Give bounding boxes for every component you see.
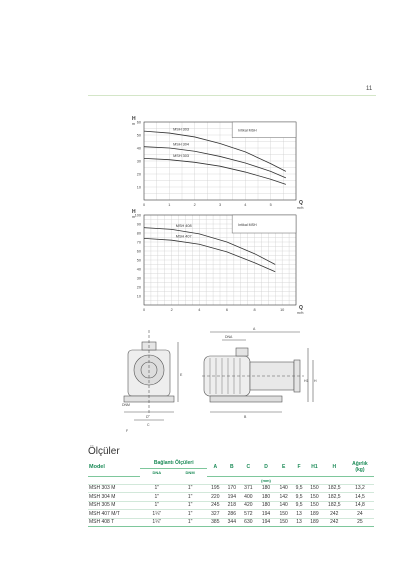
table-cell: 286 bbox=[224, 510, 241, 519]
chart-0-x-tick-label: 2 bbox=[193, 203, 196, 207]
table-cell: 13 bbox=[292, 510, 306, 519]
chart-0-legend-label: Intikal MSH bbox=[238, 128, 257, 133]
chart-1-y-tick-label: 40 bbox=[136, 267, 141, 272]
header-dna: DNA bbox=[152, 470, 162, 475]
table-cell: 572 bbox=[240, 510, 257, 519]
header-a: A bbox=[207, 458, 224, 476]
table-cell: 140 bbox=[275, 484, 292, 493]
table-cell-model: MSH 408 T bbox=[88, 518, 140, 527]
drawing-label-dnm: DNM bbox=[122, 403, 130, 407]
chart-0-x-tick-label: 3 bbox=[218, 203, 222, 207]
chart-1-x-tick-label: 10 bbox=[280, 308, 285, 312]
chart-1-legend-label: Intikal MSH bbox=[238, 222, 257, 227]
table-cell: 13 bbox=[292, 518, 306, 527]
chart-0-y-tick-label: 10 bbox=[136, 185, 141, 190]
table-cell: 385 bbox=[207, 518, 224, 527]
chart-0-series-1-label: MSH 304 bbox=[173, 142, 189, 147]
table-cell: 220 bbox=[207, 493, 224, 502]
header-mm-unit: (mm) bbox=[261, 477, 271, 483]
table-cell: 1" bbox=[140, 501, 173, 510]
table-cell: 189 bbox=[306, 510, 323, 519]
drawing-label-b: B bbox=[244, 415, 247, 419]
table-cell: 9,5 bbox=[292, 484, 306, 493]
table-cell: 194 bbox=[257, 510, 276, 519]
table-cell-model: MSH 303 M bbox=[88, 484, 140, 493]
top-divider bbox=[88, 95, 376, 96]
table-cell: 142 bbox=[275, 493, 292, 502]
drawing-label-d: D bbox=[146, 415, 149, 419]
chart-0-y-tick-label: 60 bbox=[136, 120, 141, 125]
chart-1-y-tick-label: 60 bbox=[136, 249, 141, 254]
pump-curve-chart-1-svg bbox=[124, 112, 314, 212]
chart-1-series-0-label: MSH 408 bbox=[175, 223, 192, 228]
table-cell: 1" bbox=[173, 510, 207, 519]
table-cell: 327 bbox=[207, 510, 224, 519]
drawing-label-h: H bbox=[314, 379, 317, 383]
table-cell: 1" bbox=[173, 518, 207, 527]
chart-0-legend-box bbox=[232, 122, 296, 138]
table-cell: 1" bbox=[140, 484, 173, 493]
pump-front-view bbox=[124, 330, 178, 420]
header-connection: Bağlantı Ölçüleri bbox=[140, 458, 207, 469]
header-e: E bbox=[275, 458, 292, 476]
table-cell: 13,2 bbox=[346, 484, 374, 493]
chart-1-y-label: H bbox=[132, 209, 136, 215]
table-cell: 1" bbox=[173, 501, 207, 510]
table-cell: 218 bbox=[224, 501, 241, 510]
table-cell: 150 bbox=[275, 518, 292, 527]
chart-1-x-tick-label: 8 bbox=[253, 308, 256, 312]
chart-0-x-tick-label: 1 bbox=[168, 203, 171, 207]
drawing-label-h1: H1 bbox=[304, 379, 309, 383]
chart-1-y-unit: m bbox=[132, 215, 135, 219]
drawing-label-c: C bbox=[147, 423, 150, 427]
table-cell: 9,5 bbox=[292, 501, 306, 510]
table-cell: 182,5 bbox=[323, 493, 346, 502]
pump-dimension-drawing bbox=[118, 320, 318, 443]
table-cell: 371 bbox=[240, 484, 257, 493]
chart-1-legend-box bbox=[232, 215, 296, 233]
table-cell: 150 bbox=[306, 484, 323, 493]
table-row bbox=[88, 510, 374, 519]
drawing-label-a: A bbox=[253, 327, 256, 331]
table-cell: 25 bbox=[346, 518, 374, 527]
header-weight-label: Ağırlık bbox=[352, 460, 368, 467]
table-cell: 195 bbox=[207, 484, 224, 493]
table-cell: 420 bbox=[240, 501, 257, 510]
table-cell: 170 bbox=[224, 484, 241, 493]
chart-1-y-tick-label: 90 bbox=[136, 222, 141, 227]
table-cell: 24 bbox=[346, 510, 374, 519]
chart-0-y-label: H bbox=[132, 116, 136, 122]
chart-0-series-1-line bbox=[144, 147, 286, 178]
drawing-label-f: F bbox=[126, 429, 129, 433]
chart-1-y-tick-label: 20 bbox=[136, 285, 141, 290]
table-cell: 189 bbox=[306, 518, 323, 527]
chart-0-series-0-label: MSH 303 bbox=[173, 127, 189, 132]
table-cell: 150 bbox=[306, 501, 323, 510]
pump-side-view bbox=[202, 332, 313, 412]
header-weight bbox=[346, 458, 374, 476]
dimensions-title: Ölçüler bbox=[88, 446, 120, 457]
table-cell: 400 bbox=[240, 493, 257, 502]
header-f: F bbox=[292, 458, 306, 476]
table-cell: 14,5 bbox=[346, 493, 374, 502]
table-cell: 1¼" bbox=[140, 518, 173, 527]
chart-1-x-tick-label: 6 bbox=[225, 308, 228, 312]
page-number: 11 bbox=[366, 86, 373, 92]
dimensions-table bbox=[88, 458, 374, 527]
table-cell: 245 bbox=[207, 501, 224, 510]
table-cell-model: MSH 305 M bbox=[88, 501, 140, 510]
table-cell: 182,5 bbox=[323, 484, 346, 493]
chart-0-x-unit: m³/h bbox=[297, 206, 304, 210]
pump-curve-chart-1 bbox=[124, 112, 314, 212]
chart-0-series-2-label: MSH 303 bbox=[173, 154, 189, 159]
header-d: D bbox=[257, 458, 276, 476]
chart-0-y-tick-label: 20 bbox=[136, 172, 141, 177]
header-model: Model bbox=[88, 458, 140, 476]
table-cell: 150 bbox=[275, 510, 292, 519]
chart-1-x-unit: m³/h bbox=[297, 311, 304, 315]
table-cell: 182,5 bbox=[323, 501, 346, 510]
table-cell: 242 bbox=[323, 518, 346, 527]
chart-0-y-tick-label: 40 bbox=[136, 146, 141, 151]
chart-1-y-tick-label: 50 bbox=[136, 258, 141, 263]
chart-1-x-tick-label: 2 bbox=[170, 308, 173, 312]
chart-0-y-tick-label: 50 bbox=[136, 133, 141, 138]
table-cell: 180 bbox=[257, 493, 276, 502]
table-row bbox=[88, 493, 374, 502]
table-cell: 194 bbox=[224, 493, 241, 502]
chart-0-y-tick-label: 30 bbox=[136, 159, 141, 164]
header-h: H bbox=[323, 458, 346, 476]
table-row bbox=[88, 518, 374, 527]
table-cell: 1" bbox=[173, 484, 207, 493]
chart-1-y-tick-label: 100 bbox=[134, 213, 141, 218]
table-cell: 180 bbox=[257, 501, 276, 510]
chart-1-series-1-label: MSH 407 bbox=[175, 234, 192, 239]
table-cell: 242 bbox=[323, 510, 346, 519]
chart-1-series-1-line bbox=[144, 238, 275, 271]
drawing-label-dna: DNA bbox=[225, 335, 233, 339]
table-cell: 14,8 bbox=[346, 501, 374, 510]
pump-curve-chart-2-svg bbox=[124, 205, 314, 317]
header-dnm: DNM bbox=[185, 470, 195, 475]
table-cell: 1" bbox=[173, 493, 207, 502]
table-cell-model: MSH 304 M bbox=[88, 493, 140, 502]
table-row bbox=[88, 501, 374, 510]
header-weight-unit: (kg) bbox=[355, 466, 365, 473]
header-h1: H1 bbox=[306, 458, 323, 476]
chart-0-x-label: Q bbox=[299, 200, 303, 206]
table-cell-model: MSH 407 M/T bbox=[88, 510, 140, 519]
table-cell: 630 bbox=[240, 518, 257, 527]
table-cell: 1¼" bbox=[140, 510, 173, 519]
chart-1-x-tick-label: 0 bbox=[142, 308, 146, 312]
chart-0-x-tick-label: 5 bbox=[269, 203, 272, 207]
chart-0-y-unit: m bbox=[132, 122, 135, 126]
table-cell: 150 bbox=[306, 493, 323, 502]
table-row bbox=[88, 484, 374, 493]
pump-curve-chart-2 bbox=[124, 205, 314, 317]
chart-1-y-tick-label: 30 bbox=[136, 276, 141, 281]
chart-1-y-tick-label: 10 bbox=[136, 294, 141, 299]
table-cell: 1" bbox=[140, 493, 173, 502]
drawing-label-e: E bbox=[180, 373, 183, 377]
table-cell: 194 bbox=[257, 518, 276, 527]
table-cell: 140 bbox=[275, 501, 292, 510]
table-cell: 9,5 bbox=[292, 493, 306, 502]
chart-0-x-tick-label: 0 bbox=[142, 203, 146, 207]
chart-1-y-tick-label: 80 bbox=[136, 231, 141, 236]
chart-1-x-label: Q bbox=[299, 305, 303, 311]
header-b: B bbox=[224, 458, 241, 476]
table-cell: 344 bbox=[224, 518, 241, 527]
chart-1-x-tick-label: 4 bbox=[198, 308, 201, 312]
header-c: C bbox=[240, 458, 257, 476]
table-cell: 180 bbox=[257, 484, 276, 493]
chart-1-y-tick-label: 70 bbox=[136, 240, 141, 245]
chart-0-x-tick-label: 4 bbox=[244, 203, 247, 207]
